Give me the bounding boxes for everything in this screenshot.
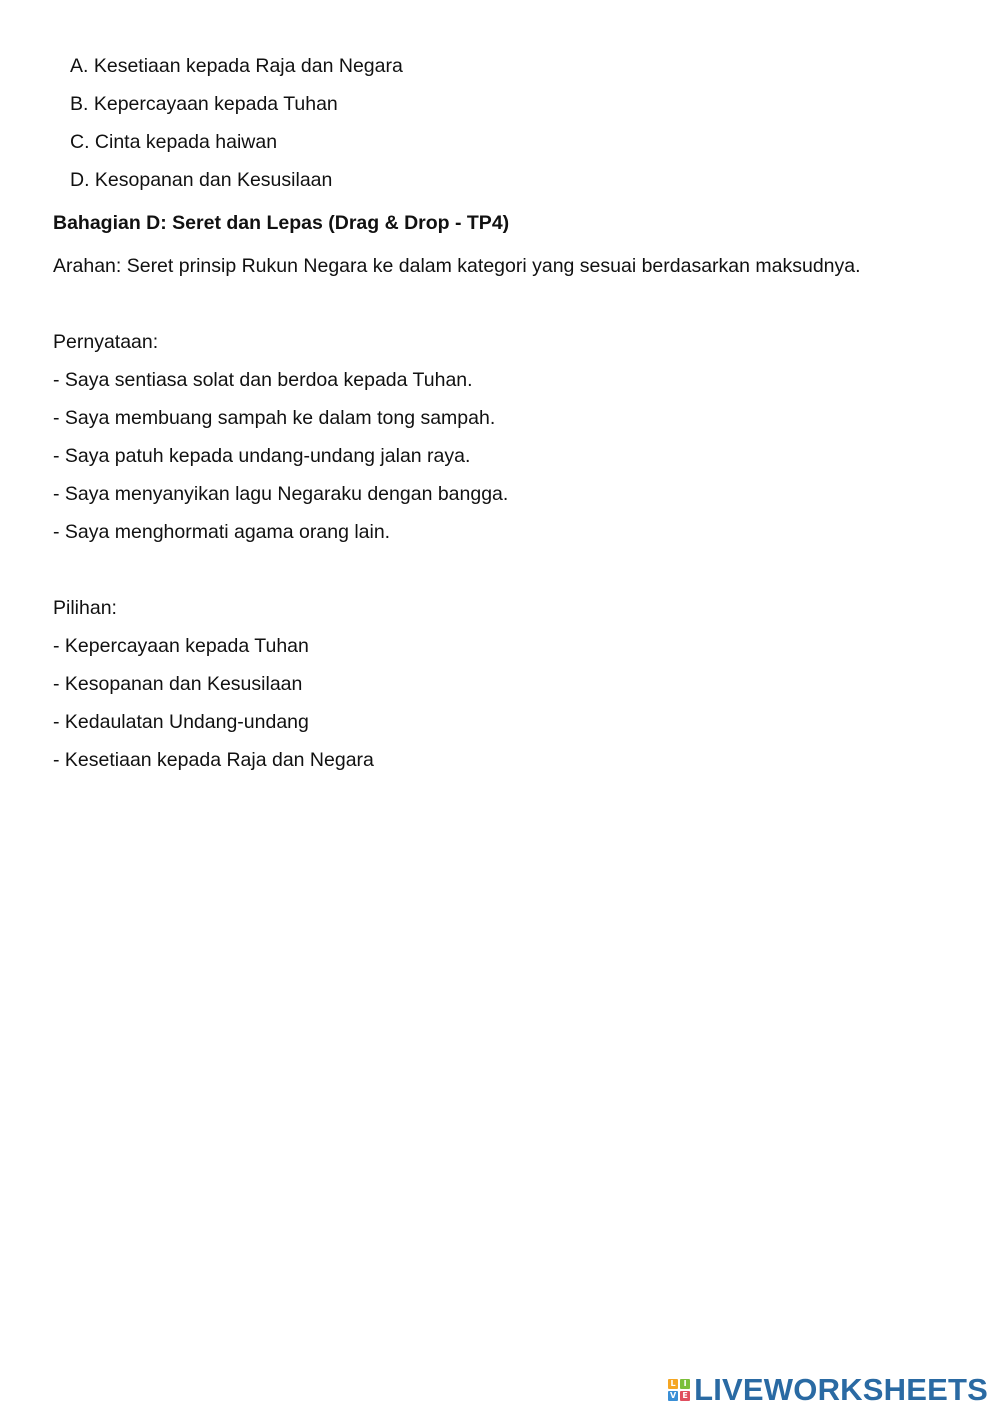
choice-item[interactable]: - Kesetiaan kepada Raja dan Negara: [53, 749, 374, 771]
option-a: A. Kesetiaan kepada Raja dan Negara: [70, 55, 403, 77]
logo-tile-3: V: [670, 1391, 677, 1400]
liveworksheets-logo: [668, 1372, 988, 1408]
choices-heading: Pilihan:: [53, 597, 117, 619]
logo-tile-2: I: [680, 1379, 690, 1389]
statement-item[interactable]: - Saya patuh kepada undang-undang jalan raya.: [53, 445, 471, 467]
statement-item[interactable]: - Saya sentiasa solat dan berdoa kepada Tuhan.: [53, 369, 473, 391]
logo-tile-4: E: [680, 1391, 690, 1401]
statement-item[interactable]: - Saya membuang sampah ke dalam tong sampah.: [53, 407, 496, 429]
option-b: B. Kepercayaan kepada Tuhan: [70, 93, 338, 115]
choice-item[interactable]: - Kepercayaan kepada Tuhan: [53, 635, 309, 657]
choice-item[interactable]: - Kedaulatan Undang-undang: [53, 711, 309, 733]
section-title: Bahagian D: Seret dan Lepas (Drag & Drop - TP4): [53, 212, 510, 234]
statement-item[interactable]: - Saya menyanyikan lagu Negaraku dengan bangga.: [53, 483, 509, 505]
logo-grid-icon: [668, 1379, 690, 1401]
brand-name: LIVEWORKSHEETS: [694, 1372, 988, 1407]
section-instruction: Arahan: Seret prinsip Rukun Negara ke dalam kategori yang sesuai berdasarkan maksudnya.: [53, 255, 861, 277]
statements-heading: Pernyataan:: [53, 331, 159, 353]
logo-tile-1: L: [668, 1379, 678, 1389]
option-d: D. Kesopanan dan Kesusilaan: [70, 169, 333, 191]
option-c: C. Cinta kepada haiwan: [70, 131, 278, 153]
choice-item[interactable]: - Kesopanan dan Kesusilaan: [53, 673, 303, 695]
statement-item[interactable]: - Saya menghormati agama orang lain.: [53, 521, 391, 543]
